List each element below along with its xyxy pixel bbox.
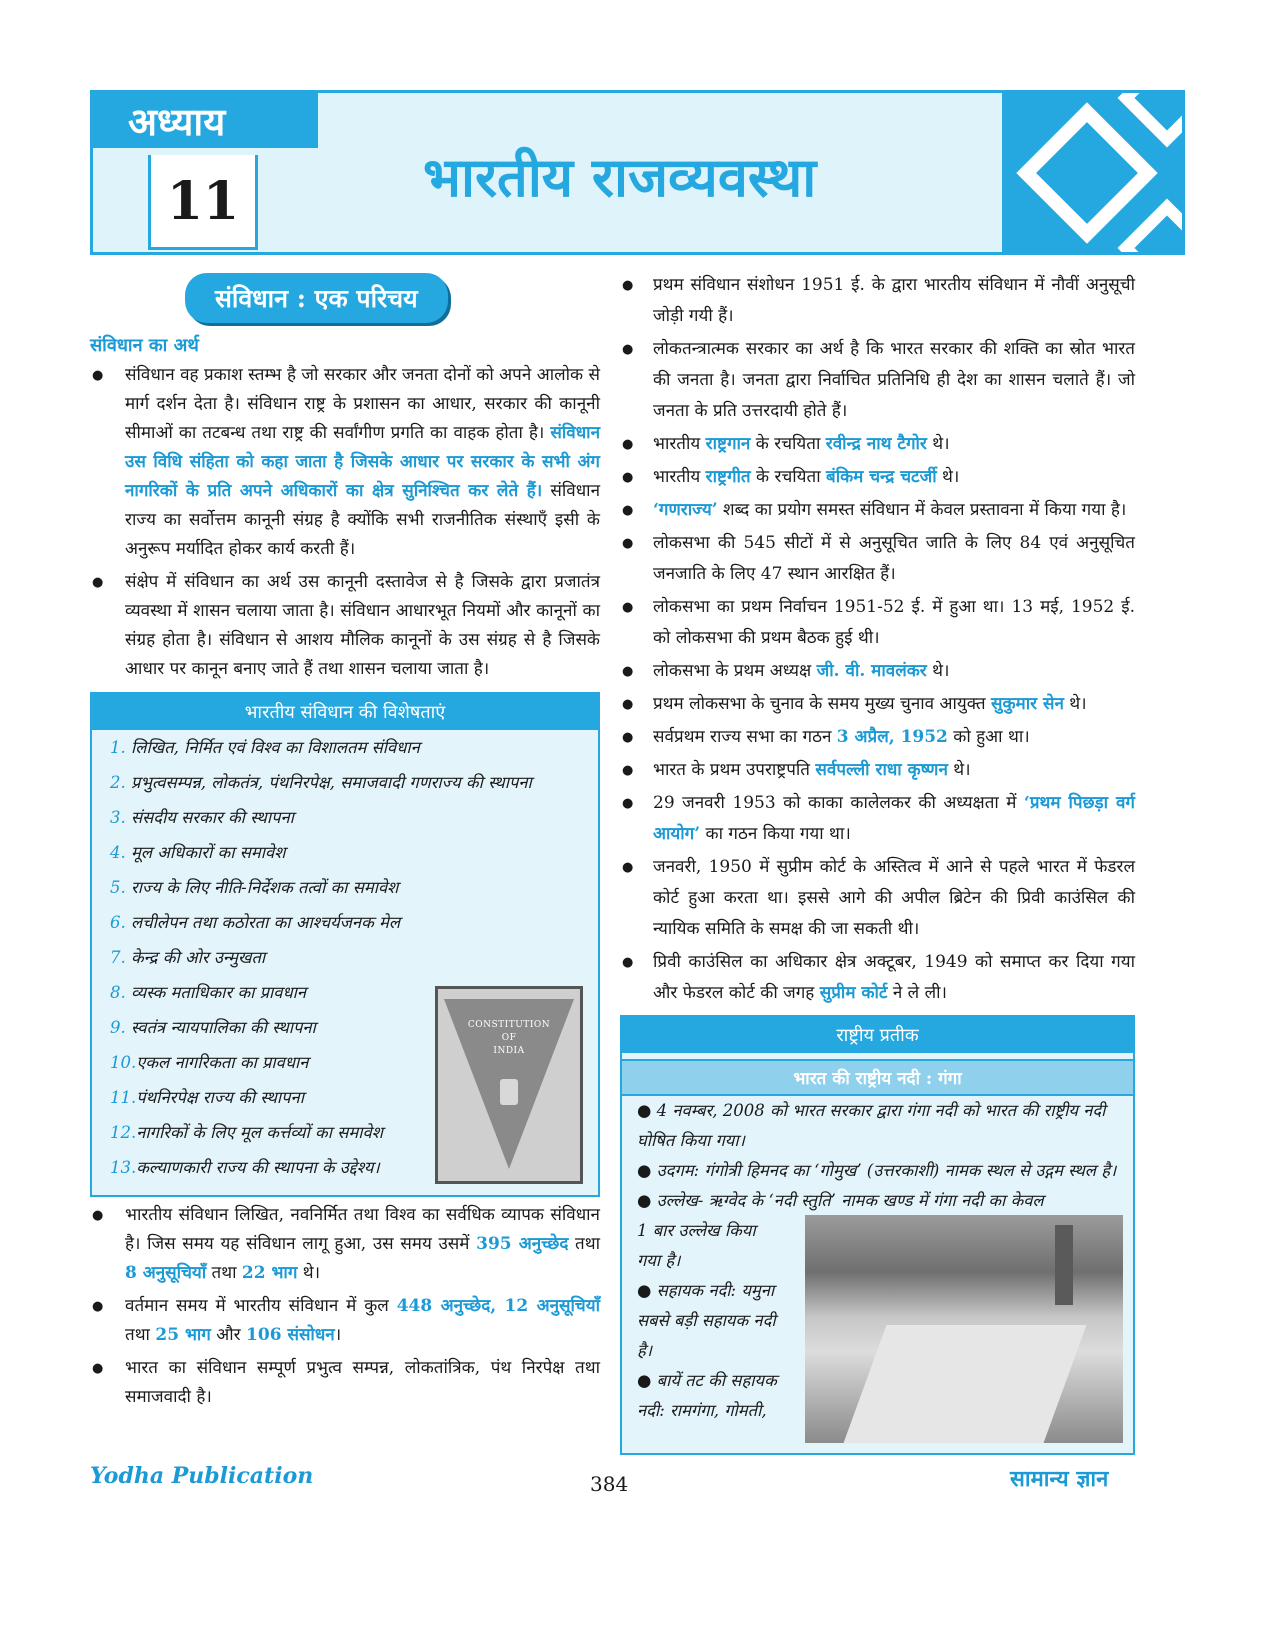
feature-item: 2. प्रभुत्वसम्पन्न, लोकतंत्र, पंथनिरपेक्ष, समाजवादी गणराज्य की स्थापना bbox=[110, 773, 532, 792]
paragraph-nature: ● भारत का संविधान सम्पूर्ण प्रभुत्व सम्पन्न, लोकतांत्रिक, पंथ निरपेक्ष तथा समाजवादी है। bbox=[90, 1354, 600, 1412]
paragraph-current-articles: ● वर्तमान समय में भारतीय संविधान में कुल 448 अनुच्छेद, 12 अनुसूचियाँ तथा 25 भाग और 106 संसोधन। bbox=[90, 1292, 600, 1350]
ganga-left-tributaries: ● बायें तट की सहायक नदी: रामगंगा, गोमती, bbox=[637, 1371, 777, 1420]
ganga-mention: ● उल्लेख- ऋग्वेद के ‘नदी स्तुति’ नामक खण्ड में गंगा नदी का केवल bbox=[637, 1191, 1044, 1210]
features-heading: भारतीय संविधान की विशेषताएं bbox=[92, 694, 598, 730]
fact-election: ● लोकसभा का प्रथम निर्वाचन 1951-52 ई. में हुआ था। 13 मई, 1952 ई. को लोकसभा की प्रथम बैठक हुई थी। bbox=[620, 592, 1135, 654]
fact-democracy: ● लोकतन्त्रात्मक सरकार का अर्थ है कि भारत सरकार की शक्ति का स्रोत भारत की जनता है। जनता द्वारा निर्वाचित प्रतिनिधि ही देश का शासन चलाते हैं। जो जनता के प्रति उत्तरदायी होते हैं। bbox=[620, 334, 1135, 427]
symbols-heading: राष्ट्रीय प्रतीक bbox=[622, 1017, 1133, 1053]
fact-federal-court: ● जनवरी, 1950 में सुप्रीम कोर्ट के अस्तित्व में आने से पहले भारत में फेडरल कोर्ट हुआ करता था। इससे आगे की अपील ब्रिटेन की प्रिवी काउंसिल की न्यायिक समिति के समक्ष की जा सकती थी। bbox=[620, 852, 1135, 945]
publisher-name: Yodha Publication bbox=[90, 1463, 314, 1489]
chapter-header bbox=[90, 90, 1185, 255]
symbols-subheading: भारत की राष्ट्रीय नदी : गंगा bbox=[622, 1059, 1133, 1096]
feature-item: 3. संसदीय सरकार की स्थापना bbox=[110, 808, 294, 827]
ganga-tributary: ● सहायक नदी: यमुना सबसे बड़ी सहायक नदी है। bbox=[637, 1281, 776, 1360]
header-decoration bbox=[1002, 93, 1182, 253]
fact-backward-class: ● 29 जनवरी 1953 को काका कालेलकर की अध्यक्षता में ‘प्रथम पिछड़ा वर्ग आयोग’ का गठन किया गया था। bbox=[620, 788, 1135, 850]
chapter-number: 11 bbox=[166, 170, 240, 232]
feature-item: 1. लिखित, निर्मित एवं विश्व का विशालतम संविधान bbox=[110, 738, 420, 757]
ganga-origin: ● उदगम: गंगोत्री हिमनद का ‘गोमुख’ (उत्तरकाशी) नामक स्थल से उद्गम स्थल है। bbox=[637, 1161, 1117, 1180]
constitution-book-image: CONSTITUTION OF INDIA bbox=[435, 986, 583, 1184]
ganga-ghat-image bbox=[805, 1215, 1123, 1443]
feature-item: 8. व्यस्क मताधिकार का प्रावधान bbox=[110, 983, 307, 1002]
subject-name: सामान्य ज्ञान bbox=[1010, 1466, 1109, 1492]
feature-item: 12.नागरिकों के लिए मूल कर्त्तव्यों का समावेश bbox=[110, 1123, 383, 1142]
features-box bbox=[90, 692, 600, 1197]
fact-election-commissioner: ● प्रथम लोकसभा के चुनाव के समय मुख्य चुनाव आयुक्त सुकुमार सेन थे। bbox=[620, 689, 1135, 720]
chapter-label: अध्याय bbox=[93, 93, 318, 148]
feature-item: 5. राज्य के लिए नीति-निर्देशक तत्वों का समावेश bbox=[110, 878, 399, 897]
fact-anthem: ● भारतीय राष्ट्रगान के रचयिता रवीन्द्र नाथ टैगोर थे। bbox=[620, 429, 1135, 460]
fact-republic: ● ‘गणराज्य’ शब्द का प्रयोग समस्त संविधान में केवल प्रस्तावना में किया गया है। bbox=[620, 495, 1135, 526]
feature-item: 7. केन्द्र की ओर उन्मुखता bbox=[110, 948, 266, 967]
fact-song: ● भारतीय राष्ट्रगीत के रचयिता बंकिम चन्द्र चटर्जी थे। bbox=[620, 462, 1135, 493]
ganga-declared: ● 4 नवम्बर, 2008 को भारत सरकार द्वारा गंगा नदी को भारत की राष्ट्रीय नदी घोषित किया गया। bbox=[637, 1101, 1106, 1150]
fact-seats: ● लोकसभा की 545 सीटों में से अनुसूचित जाति के लिए 84 एवं अनुसूचित जनजाति के लिए 47 स्थान आरक्षित हैं। bbox=[620, 528, 1135, 590]
ganga-mention-cont: 1 बार उल्लेख किया गया है। bbox=[637, 1221, 756, 1270]
paragraph-summary: ● संक्षेप में संविधान का अर्थ उस कानूनी दस्तावेज से है जिसके द्वारा प्रजातंत्र व्यवस्था में शासन चलाया जाता है। संविधान आधारभूत नियमों और कानूनों का संग्रह होता है। संविधान से आशय मौलिक कानूनों के उस संग्रह से है जिसके आधार पर कानून बनाए जाते हैं तथा शासन चलाया जाता है। bbox=[90, 568, 600, 684]
feature-item: 6. लचीलेपन तथा कठोरता का आश्चर्यजनक मेल bbox=[110, 913, 401, 932]
national-symbols-box bbox=[620, 1015, 1135, 1455]
subheading: संविधान का अर्थ bbox=[90, 335, 199, 356]
fact-speaker: ● लोकसभा के प्रथम अध्यक्ष जी. वी. मावलंकर थे। bbox=[620, 656, 1135, 687]
feature-item: 11.पंथनिरपेक्ष राज्य की स्थापना bbox=[110, 1088, 304, 1107]
fact-rajya-sabha: ● सर्वप्रथम राज्य सभा का गठन 3 अप्रैल, 1952 को हुआ था। bbox=[620, 722, 1135, 753]
feature-item: 4. मूल अधिकारों का समावेश bbox=[110, 843, 286, 862]
section-title: संविधान : एक परिचय bbox=[185, 273, 448, 323]
fact-amendment: ● प्रथम संविधान संशोधन 1951 ई. के द्वारा भारतीय संविधान में नौवीं अनुसूची जोड़ी गयी हैं। bbox=[620, 270, 1135, 332]
fact-privy-council: ● प्रिवी काउंसिल का अधिकार क्षेत्र अक्टूबर, 1949 को समाप्त कर दिया गया और फेडरल कोर्ट की जगह सुप्रीम कोर्ट ने ले ली। bbox=[620, 947, 1135, 1009]
paragraph-meaning: ● संविधान वह प्रकाश स्तम्भ है जो सरकार और जनता दोनों को अपने आलोक से मार्ग दर्शन देता है। संविधान राष्ट्र के प्रशासन का आधार, सरकार की कानूनी सीमाओं का तटबन्ध तथा राष्ट्र की सर्वांगीण प्रगति का वाहक होता है। संविधान उस विधि संहिता को कहा जाता है जिसके आधार पर सरकार के सभी अंग नागरिकों के प्रति अपने अधिकारों का क्षेत्र सुनिश्चित कर लेते हैं। संविधान राज्य का सर्वोत्तम कानूनी संग्रह है क्योंकि सभी राजनीतिक संस्थाएँ इसी के अनुरूप मर्यादित होकर कार्य करती हैं। bbox=[90, 361, 600, 564]
chapter-number-box bbox=[148, 155, 258, 250]
right-column bbox=[620, 268, 1135, 1455]
fact-vice-president: ● भारत के प्रथम उपराष्ट्रपति सर्वपल्ली राधा कृष्णन थे। bbox=[620, 755, 1135, 786]
paragraph-original-articles: ● भारतीय संविधान लिखित, नवनिर्मित तथा विश्व का सर्वधिक व्यापक संविधान है। जिस समय यह संविधान लागू हुआ, उस समय उसमें 395 अनुच्छेद तथा 8 अनुसूचियाँ तथा 22 भाग थे। bbox=[90, 1201, 600, 1288]
chapter-title: भारतीय राजव्यवस्था bbox=[423, 145, 817, 209]
emblem-icon bbox=[500, 1079, 518, 1105]
page-number: 384 bbox=[590, 1472, 629, 1496]
feature-item: 10.एकल नागरिकता का प्रावधान bbox=[110, 1053, 309, 1072]
feature-item: 13.कल्याणकारी राज्य की स्थापना के उद्देश्य। bbox=[110, 1158, 380, 1177]
left-column bbox=[90, 268, 600, 1412]
feature-item: 9. स्वतंत्र न्यायपालिका की स्थापना bbox=[110, 1018, 316, 1037]
